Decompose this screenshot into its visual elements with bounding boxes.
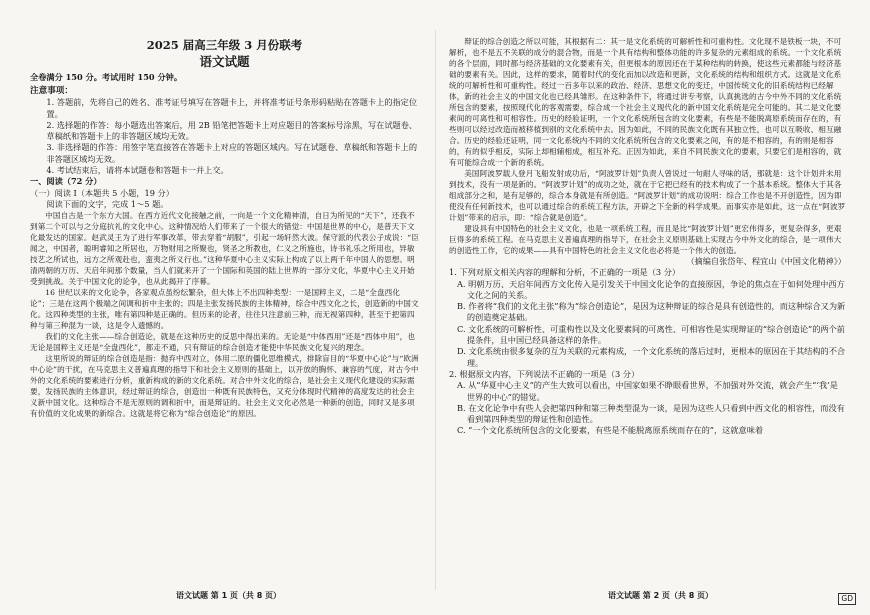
question-option: C. 文化系统的可解析性、可重构性以及文化要素间的可离性、可相容性是实现辩证的“综合创造论”的两个前提条件，且中国已经具备这样的条件。: [457, 323, 845, 346]
question-option: D. 文化系统由很多复杂的互为关联的元素构成，一个文化系统的落后过时，更根本的原因在于其结构的不合理。: [457, 346, 846, 368]
question-option: C. “一个文化系统所包含的文化要素，有些是不能脱离原系统而存在的”，这就意味着: [457, 425, 764, 436]
passage-source: （摘编自张岱年、程宜山《中国文化精神》）: [686, 256, 846, 266]
note-item: 3. 非选择题的作答：用签字笔直接答在答题卡上对应的答题区域内。写在试题卷、草稿纸和答题卡上的非答题区域均无效。: [46, 142, 418, 164]
notes-heading: 注意事项：: [30, 86, 73, 97]
exam-subtitle: 语文试题: [199, 54, 250, 69]
passage-paragraph: 16 世纪以来的文化论争，各家观点虽纷纭繁杂，但大体上不出四种类型：一是国粹主义，二是“全盘西化论”；三是在这两个极端之间调和折中主张的；四是主张发扬民族的主体精神，综合中西文化之长，创造新的中国文化。这四种类型的主张，唯有第四种是正确的。但历来的论者，往往只注意前三种，而无视第四种，甚至于把第四种与第三种混为一谈，这是令人遗憾的。: [30, 288, 419, 331]
note-item: 1. 答题前，先将自己的姓名、准考证号填写在答题卡上，并将准考证号条形码粘贴在答题卡上的指定位置。: [46, 97, 418, 119]
passage-paragraph: 我们的文化主张——综合创造论，就是在这种历史的反思中得出来的。无论是“中体西用”还是“西体中用”，也无论是国粹主义还是“全盘西化”，都走不通，只有辩证的综合创造才能使中华民族文化复兴的理念。: [30, 332, 416, 353]
passage-paragraph: 建设具有中国特色的社会主义文化，也是一项系统工程，而且是比“阿波罗计划”更宏伟得多，更复杂得多，更艰巨得多的系统工程。在马克思主义普遍真理的指导下，在社会主义原则基础上实现古今中外文化的综合，是一项伟大的创造性工作，它的成果——具有中国特色的社会主义文化也必将是一个伟大的创造。: [449, 224, 842, 255]
right-page: [435, 0, 870, 615]
question-option: A. 明朝万历、天启年间西方文化传入是引发关于中国文化论争的直接原因，争论的焦点在于如何处理中西方文化之间的关系。: [457, 278, 845, 300]
subsection-heading: （一）阅读 I（本题共 5 小题，19 分）: [30, 187, 174, 198]
section-heading: 一、阅读（72 分）: [30, 176, 102, 187]
page-footer-right: 语文试题 第 2 页（共 8 页）: [608, 591, 714, 600]
page-footer-left: 语文试题 第 1 页（共 8 页）: [176, 591, 282, 600]
passage-paragraph: 中国自古是一个东方大国。在西方近代文化接触之前，一向是一个文化精神清，自日为所见的“天下”，还我不到第二个可以与之分庭抗礼的文化中心。这种情况给人们带来了一个很大的错觉：中国是世界的中心，是普天下文化最发达的国家。赵武灵王为了进行军事改革，带去穿着“胡服”，引起一场轩然大波。保守派的代表公子成说：“臣闻之，中国者，聪明睿知之所居也，万物财用之所聚也，贤圣之所教也，仁义之所施也，诗书礼乐之所用也，异敏技艺之所试也，远方之所观赴也，蛮夷之所义行也。”这种华夏中心主义实际上构成了以上两千年中国人的思想。明清两朝的万历、天启年间那个数量，当人们就来开了一个国际和英国的陆上世界的一部分文化，华夏中心主义开始受到挑战。关于中国文化的论争，也从此揭开了序幕。: [30, 211, 419, 287]
note-item: 4. 考试结束后，请将本试题卷和答题卡一并上交。: [46, 165, 229, 176]
passage-paragraph: 这里所说的辩证的综合创造是指：抛弃中西对立，体用二原的僵化思维模式，排除盲目的“华夏中心论”与“欧洲中心论”的干扰，在马克思主义普遍真理的指导下和社会主义原则的基础上，以开放的胸怀、兼容的气度，对古今中外的文化系统的要素进行分析，重新构成的新的文化系统。对合中外文化的综合，是社会主义现代化建设的实际需要，发扬民族的主体意识，经过辩证的综合，创造出一种既有民族特色，又充分体现时代精神的高度发达的社会主义新中国文化。这种综合不是无原则的调和折中，而是辩证的。社会主义文化必然是一种新的创造，同时又是多项有价值的文化成果的新综合。这就是将它称为“综合创造论”的原因。: [30, 354, 419, 419]
region-badge: GD: [838, 593, 856, 605]
exam-info: 全卷满分 150 分。考试用时 150 分钟。: [30, 72, 183, 82]
instruction: 阅读下面的文字，完成 1～5 题。: [46, 198, 169, 209]
question-stem: 1. 下列对原文相关内容的理解和分析，不正确的一项是（3 分）: [449, 267, 681, 278]
question-option: B. 作者将“我们的文化主张”称为“综合创造论”，是因为这种辩证的综合是具有创造性的，而这种综合又为新的创造奠定基础。: [457, 301, 846, 323]
passage-paragraph: 辩证的综合创造之所以可能，其根据有二：其一是文化系统的可解析性和可重构性。文化现不是铁板一块，不可解析，也不是五不关联的成分的混合物，而是一个具有结构和整体功能的许多复杂的元素组成的系统。一个文化系统的各个层面，同时都与经济基础的文化要素有关，但更根本的原因还在于某种结构的转换，使这些元素都能与经济基础的要素有关。因此，这样的要求，随着时代的变化而加以改造和更新，文化系统的结构和组织方式。这就是文化系统的可解析性和可重构性。经过一百多年以来的政治、经济、思想文化的变迁，中国传统文化的旧系统结构已经解体，新的社会主义的中国文化也已经具雏形。在这种条件下，将通过讲专考察，认真挑选的古今中外不同的文化系统所包含的要素，按照现代化的客观需要，综合成一个社会主义现代化的新中国文化系统是完全可能的。其二是文化要素间的可离性和可相容性。历史的经验证明，一个文化系统所包含的文化要素，有些是不能脱离原系统而存在的，有些则可以经过改造而被移植到别的文化系统中去。因为如此，不同的民族文化既有其独立性，也可以互吸收、相互融合。历史的经验还证明，同一文化系统内不同的文化系统所包含的文化要素之间，有的是不相容的，有的则是相容的，有的似乎相反，实际上却相辅相成，相互补充。正因为如此，来自不同民族文化的要素，只要它们是相容的，就有可能综合成一个新的系统。: [449, 37, 842, 167]
question-option: B. 在文化论争中有些人会把第四种和第三种类型混为一谈，是因为这些人只看到中西文化的相容性，而没有看到第四种类型的辩证性和创造性。: [457, 402, 845, 425]
note-item: 2. 选择题的作答：每小题选出答案后，用 2B 铅笔把答题卡上对应题目的答案标号涂黑，写在试题卷、草稿纸和答题卡上的非答题区域均无效。: [46, 119, 418, 142]
passage-paragraph: 美国阿波罗载人登月飞船发射成功后，“阿波罗计划”负责人曾说过一句耐人寻味的话，那就是：这个计划并未用到技术，没有一项是新的。“阿波罗计划”的成功之处，就在于它把已经有的技术构成了一个基本系统。整体大于其各组成部分之和，是有足够的，综合本身就是有所创造。“阿波罗计划”的成功说明：综合工作也是不开创造性，因为即使没有任何新技术，也可以通过综合的系统工程方法，开辟之下全新的科学成果。而事实亦是如此，这一点在“阿波罗计划”带来的启示，即：“综合就是创造”。: [449, 169, 846, 222]
question-option: A. 从“华夏中心主义”的产生大致可以看出，中国家如果不睁眼看世界，不加强对外交流，就会产生“‘我’是世界的中心”的错觉。: [457, 380, 838, 402]
question-stem: 2. 根据原文内容，下列说法不正确的一项是（3 分）: [449, 368, 640, 379]
exam-title: 2025 届高三年级 3 月份联考: [146, 38, 303, 52]
